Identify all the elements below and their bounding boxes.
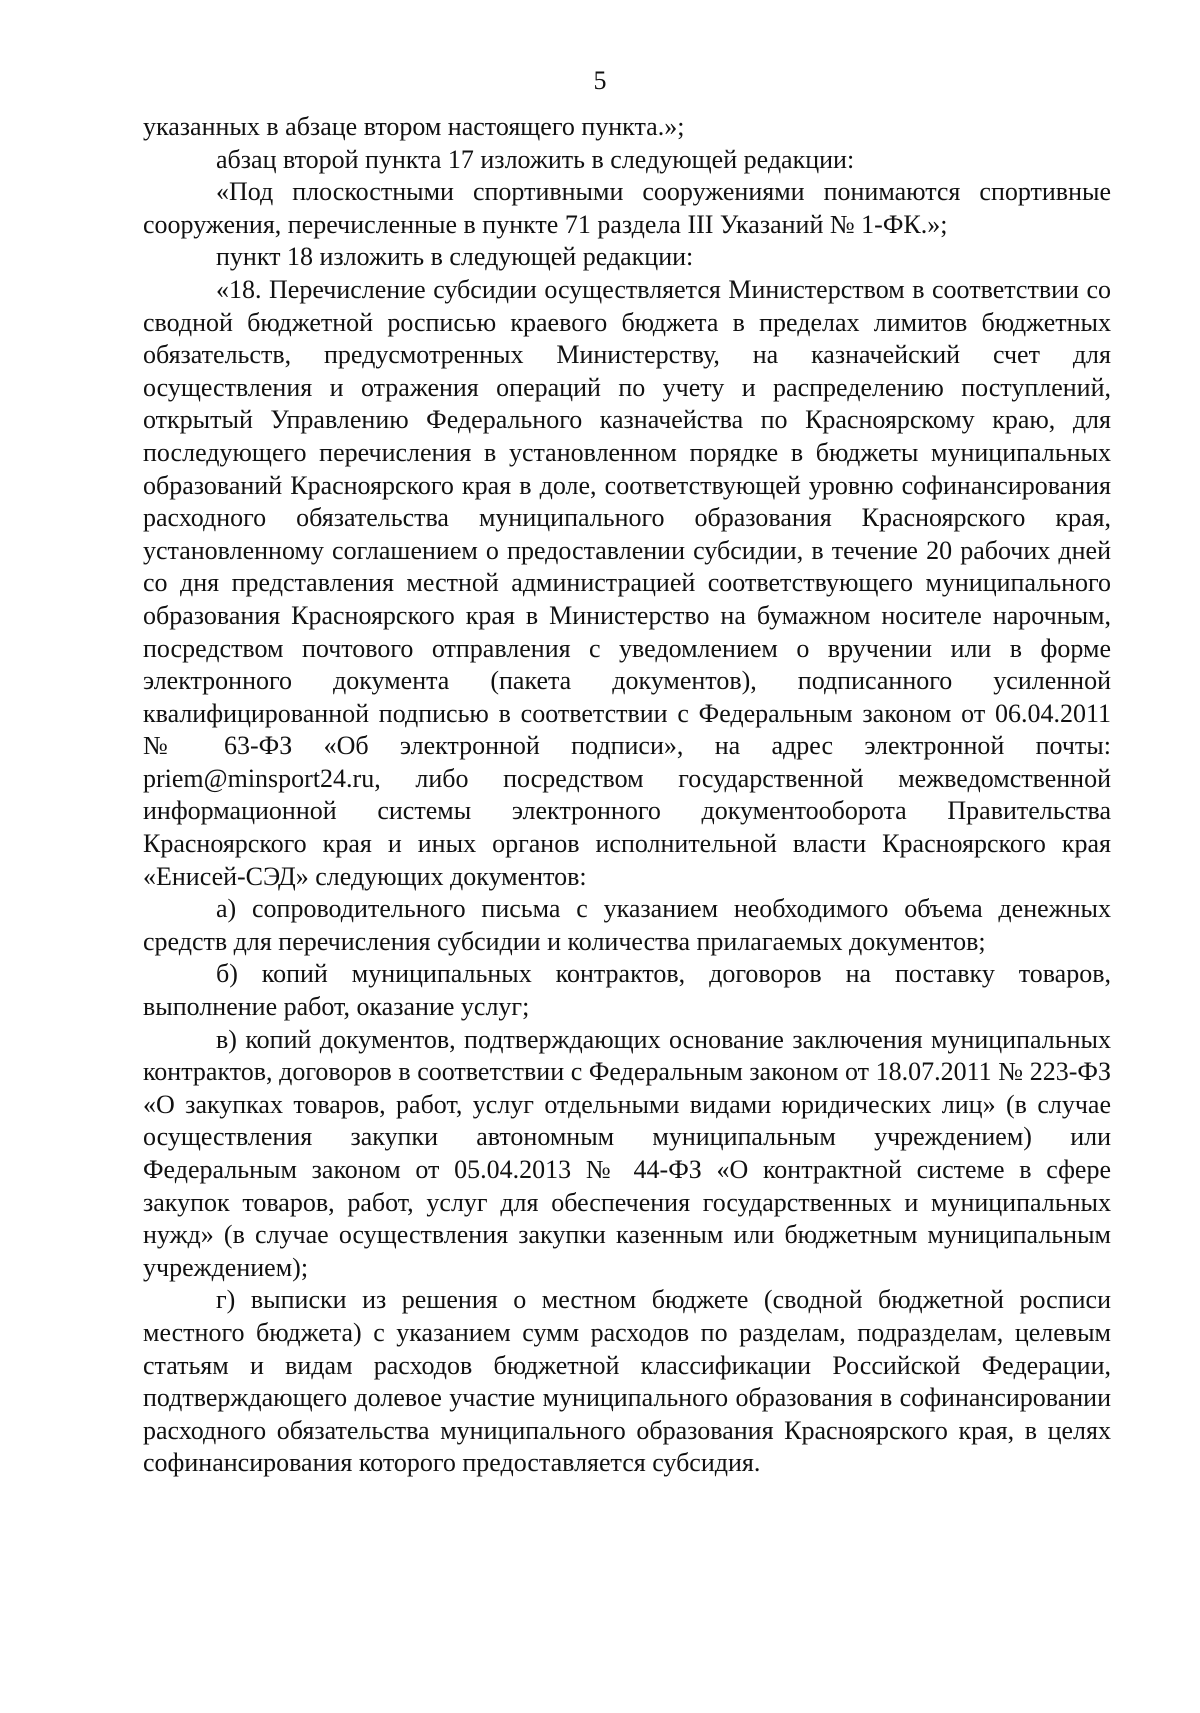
page-number: 5 [593, 66, 607, 95]
list-item-a: а) сопроводительного письма с указанием необходимого объема денежных средств для перечисления субсидии и количества прилагаемых документов; [143, 894, 1111, 956]
paragraph-amendment-17: абзац второй пункта 17 изложить в следующей редакции: [216, 144, 855, 174]
list-item-b: б) копий муниципальных контрактов, договоров на поставку товаров, выполнение работ, оказание услуг; [143, 959, 1111, 1022]
list-item-g: г) выписки из решения о местном бюджете (сводной бюджетной росписи местного бюджета) с указанием сумм расходов по разделам, подразделам, целевым статьям и видам расходов бюджетной классификации Российской Федерации, подтверждающего долевое участие муниципального образования в софинансировании расходного обязательства муниципального образования Красноярского края, в целях софинансирования которого предоставляется субсидия. [143, 1285, 1111, 1478]
document-body [143, 111, 1111, 1480]
paragraph-continuation: указанных в абзаце втором настоящего пункта.»; [143, 112, 685, 141]
list-item-v: в) копий документов, подтверждающих основание заключения муниципальных контрактов, договоров в соответствии с Федеральным законом от 18.07.2011 № 223-ФЗ «О закупках товаров, работ, услуг отдельными видами юридических лиц» (в случае осуществления закупки автономным муниципальным учреждением) или Федеральным законом от 05.04.2013 № 44-ФЗ «О контрактной системе в сфере закупок товаров, работ, услуг для обеспечения государственных и муниципальных нужд» (в случае осуществления закупки казенным или бюджетным муниципальным учреждением); [143, 1024, 1111, 1282]
paragraph-point-18: «18. Перечисление субсидии осуществляется Министерством в соответствии со сводной бюджетной росписью краевого бюджета в пределах лимитов бюджетных обязательств, предусмотренных Министерству, на казначейский счет для осуществления и отражения операций по учету и распределению поступлений, открытый Управлению Федерального казначейства по Красноярскому краю, для последующего перечисления в установленном порядке в бюджеты муниципальных образований Красноярского края в доле, соответствующей уровню софинансирования расходного обязательства муниципального образования Красноярского края, установленному соглашением о предоставлении субсидии, в течение 20 рабочих дней со дня представления местной администрацией соответствующего муниципального образования Красноярского края в Министерство на бумажном носителе нарочным, посредством почтового отправления с уведомлением о вручении или в форме электронного документа (пакета документов), подписанного усиленной квалифицированной подписью в соответствии с Федеральным законом от 06.04.2011 № 63-ФЗ «Об электронной подписи», на адрес электронной почты: priem@minsport24.ru, либо посредством государственной межведомственной информационной системы электронного документооборота Правительства Красноярского края и иных органов исполнительной власти Красноярского края «Енисей-СЭД» следующих документов: [143, 274, 1111, 891]
paragraph-flat-facilities-definition: «Под плоскостными спортивными сооружениями понимаются спортивные сооружения, перечисленные в пункте 71 раздела III Указаний № 1-ФК.»; [143, 177, 1111, 239]
paragraph-amendment-18: пункт 18 изложить в следующей редакции: [216, 242, 694, 272]
